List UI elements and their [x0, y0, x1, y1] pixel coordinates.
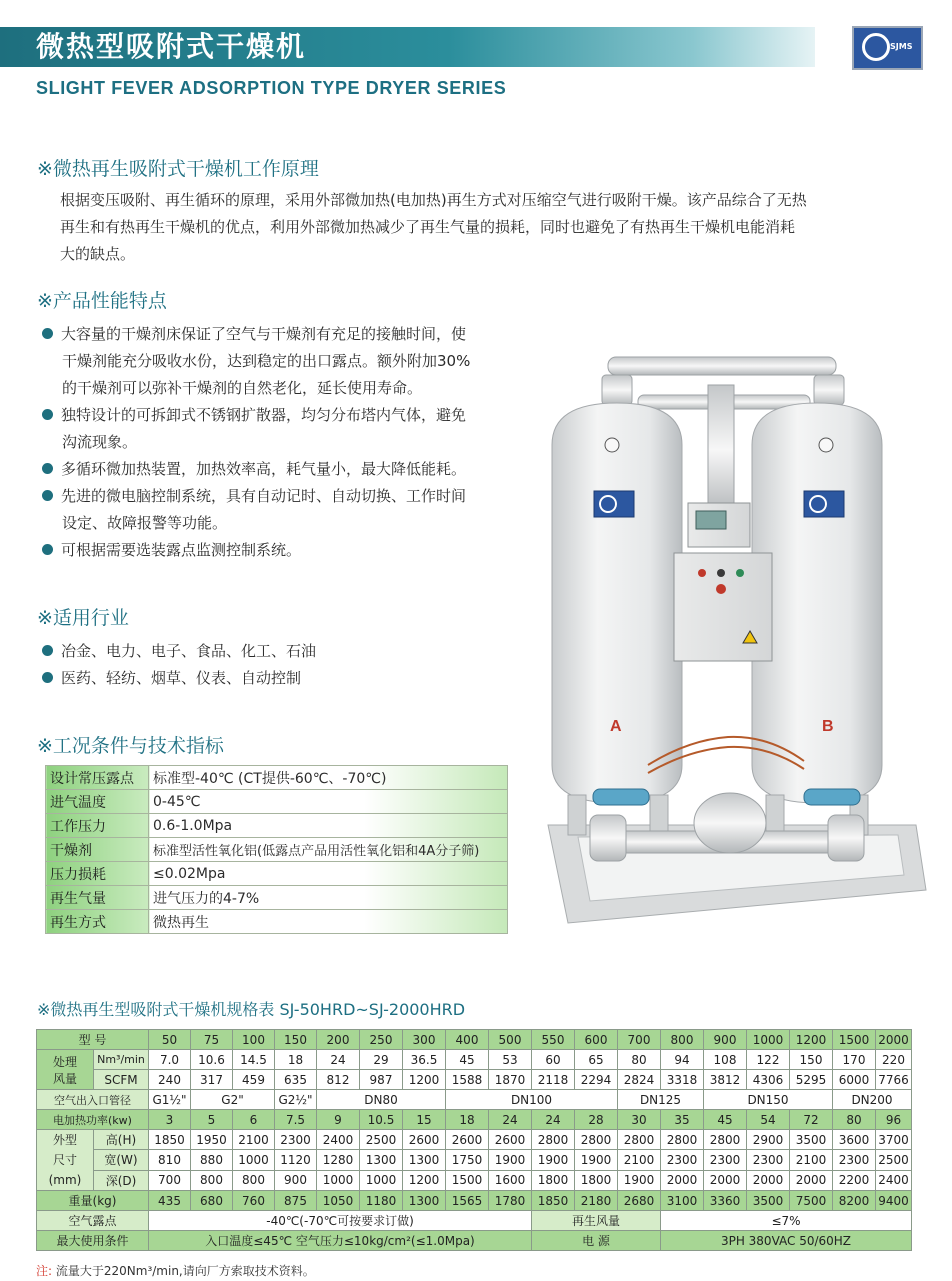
spec-cell: 2800 — [575, 1130, 618, 1150]
principle-heading: ※微热再生吸附式干燥机工作原理 — [37, 158, 319, 180]
spec-cell: 75 — [191, 1030, 233, 1050]
spec-cell: 54 — [747, 1110, 790, 1130]
cond-value: 0-45℃ — [149, 790, 508, 814]
cond-value: 标准型-40℃ (CT提供-60℃、-70℃) — [149, 766, 508, 790]
bullet-icon — [42, 328, 53, 339]
spec-cell: 700 — [618, 1030, 661, 1050]
spec-cell: 24 — [532, 1110, 575, 1130]
spec-cell: 1280 — [317, 1150, 360, 1170]
spec-cell: 2300 — [833, 1150, 876, 1170]
table-row — [46, 838, 508, 862]
spec-cell: 1000 — [317, 1170, 360, 1190]
spec-cell: 1300 — [403, 1150, 446, 1170]
spec-weight-row — [37, 1191, 912, 1211]
spec-cell: 1900 — [618, 1170, 661, 1190]
size-label-1: 外型 — [52, 1133, 77, 1147]
spec-cell: 800 — [233, 1170, 275, 1190]
principle-text — [60, 187, 930, 268]
principle-line: 再生和有热再生干燥机的优点，利用外部微加热减少了再生气量的损耗，同时也避免了有热再生干燥机电能消耗 — [60, 218, 796, 236]
spec-cell: 900 — [704, 1030, 747, 1050]
spec-d-row — [37, 1170, 912, 1190]
spec-cell: 30 — [618, 1110, 661, 1130]
spec-cell: 250 — [360, 1030, 403, 1050]
spec-cell: 1565 — [446, 1191, 489, 1211]
list-item — [42, 483, 542, 537]
spec-cell: 2118 — [532, 1070, 575, 1090]
features-heading: ※产品性能特点 — [37, 290, 167, 312]
flow-label-2: 风量 — [52, 1071, 77, 1086]
pipe-cell: DN80 — [317, 1090, 446, 1110]
model-label: 型 号 — [37, 1030, 149, 1050]
tower-a-label: A — [610, 718, 622, 735]
spec-cell: 50 — [149, 1030, 191, 1050]
spec-cell: 8200 — [833, 1191, 876, 1211]
spec-w-row — [37, 1150, 912, 1170]
spec-cell: 2300 — [747, 1150, 790, 1170]
spec-cell: 220 — [876, 1050, 912, 1070]
spec-cell: 1200 — [790, 1030, 833, 1050]
spec-cell: 700 — [149, 1170, 191, 1190]
spec-cell: 600 — [575, 1030, 618, 1050]
spec-cell: 150 — [275, 1030, 317, 1050]
spec-cell: 170 — [833, 1050, 876, 1070]
spec-cell: 2100 — [618, 1150, 661, 1170]
dew-value: -40℃(-70℃可按要求订做) — [149, 1211, 532, 1231]
spec-cell: 3812 — [704, 1070, 747, 1090]
spec-cell: 1870 — [489, 1070, 532, 1090]
spec-cell: 200 — [317, 1030, 360, 1050]
list-item — [42, 321, 542, 402]
page-title: 微热型吸附式干燥机 — [36, 30, 307, 63]
dryer-product-image — [538, 345, 928, 925]
spec-cell: 1300 — [403, 1191, 446, 1211]
spec-cell: 5 — [191, 1110, 233, 1130]
spec-cell: 6 — [233, 1110, 275, 1130]
spec-cell: 435 — [149, 1191, 191, 1211]
cond-value: 进气压力的4-7% — [149, 886, 508, 910]
pipe-cell: DN100 — [446, 1090, 618, 1110]
spec-cell: 1850 — [149, 1130, 191, 1150]
spec-cell: 3100 — [661, 1191, 704, 1211]
spec-cell: 875 — [275, 1191, 317, 1211]
pipe-cell: DN150 — [704, 1090, 833, 1110]
feature-line: 多循环微加热装置，加热效率高，耗气量小，最大降低能耗。 — [61, 460, 467, 478]
industry-line: 医药、轻纺、烟草、仪表、自动控制 — [61, 669, 302, 687]
pipe-cell: DN200 — [833, 1090, 912, 1110]
spec-cell: 1900 — [489, 1150, 532, 1170]
spec-max-row — [37, 1231, 912, 1251]
cond-value: ≤0.02Mpa — [149, 862, 508, 886]
spec-cell: 1950 — [191, 1130, 233, 1150]
spec-cell: 1780 — [489, 1191, 532, 1211]
power-src-label: 电 源 — [532, 1231, 661, 1251]
spec-cell: 810 — [149, 1150, 191, 1170]
spec-cell: 2680 — [618, 1191, 661, 1211]
spec-cell: 15 — [403, 1110, 446, 1130]
spec-cell: 80 — [618, 1050, 661, 1070]
feature-line: 沟流现象。 — [62, 433, 138, 451]
spec-cell: 94 — [661, 1050, 704, 1070]
spec-cell: 760 — [233, 1191, 275, 1211]
spec-cell: 459 — [233, 1070, 275, 1090]
spec-cell: 14.5 — [233, 1050, 275, 1070]
spec-model-row — [37, 1030, 912, 1050]
spec-heading: ※微热再生型吸附式干燥机规格表 SJ-50HRD~SJ-2000HRD — [37, 1000, 466, 1019]
spec-cell: 3360 — [704, 1191, 747, 1211]
spec-flow-scfm-row — [37, 1070, 912, 1090]
spec-cell: 2300 — [275, 1130, 317, 1150]
pipe-cell: DN125 — [618, 1090, 704, 1110]
spec-cell: 80 — [833, 1110, 876, 1130]
spec-cell: 2800 — [618, 1130, 661, 1150]
spec-cell: 1000 — [747, 1030, 790, 1050]
spec-cell: 2400 — [876, 1170, 912, 1190]
spec-cell: 150 — [790, 1050, 833, 1070]
spec-cell: 2800 — [661, 1130, 704, 1150]
bullet-icon — [42, 544, 53, 555]
spec-cell: 65 — [575, 1050, 618, 1070]
spec-cell: 1850 — [532, 1191, 575, 1211]
spec-cell: 2000 — [790, 1170, 833, 1190]
spec-h-row — [37, 1130, 912, 1150]
d-label: 深(D) — [94, 1170, 149, 1190]
list-item — [42, 665, 522, 692]
list-item — [42, 537, 542, 564]
list-item — [42, 638, 522, 665]
feature-line: 先进的微电脑控制系统，具有自动记时、自动切换、工作时间 — [61, 487, 467, 505]
feature-line: 的干燥剂可以弥补干燥剂的自然老化，延长使用寿命。 — [62, 379, 423, 397]
principle-line: 大的缺点。 — [60, 245, 136, 263]
spec-cell: 1000 — [233, 1150, 275, 1170]
spec-cell: 35 — [661, 1110, 704, 1130]
spec-cell: 1180 — [360, 1191, 403, 1211]
features-list — [42, 321, 542, 564]
spec-cell: 800 — [661, 1030, 704, 1050]
cond-key: 再生气量 — [46, 886, 149, 910]
spec-cell: 1800 — [532, 1170, 575, 1190]
spec-cell: 812 — [317, 1070, 360, 1090]
table-row — [46, 886, 508, 910]
industries-list — [42, 638, 522, 692]
spec-cell: 800 — [191, 1170, 233, 1190]
spec-cell: 3500 — [747, 1191, 790, 1211]
spec-cell: 1200 — [403, 1070, 446, 1090]
spec-cell: 900 — [275, 1170, 317, 1190]
spec-cell: 2824 — [618, 1070, 661, 1090]
feature-line: 可根据需要选装露点监测控制系统。 — [61, 541, 302, 559]
bullet-icon — [42, 409, 53, 420]
spec-cell: 29 — [360, 1050, 403, 1070]
spec-cell: 2100 — [233, 1130, 275, 1150]
spec-cell: 24 — [317, 1050, 360, 1070]
spec-cell: 6000 — [833, 1070, 876, 1090]
regen-value: ≤7% — [661, 1211, 912, 1231]
spec-cell: 550 — [532, 1030, 575, 1050]
spec-cell: 1500 — [833, 1030, 876, 1050]
spec-cell: 72 — [790, 1110, 833, 1130]
cond-key: 压力损耗 — [46, 862, 149, 886]
table-row — [46, 910, 508, 934]
spec-cell: 9 — [317, 1110, 360, 1130]
spec-cell: 880 — [191, 1150, 233, 1170]
spec-cell: 1900 — [575, 1150, 618, 1170]
spec-cell: 3500 — [790, 1130, 833, 1150]
spec-cell: 53 — [489, 1050, 532, 1070]
spec-cell: 400 — [446, 1030, 489, 1050]
max-value: 入口温度≤45℃ 空气压力≤10kg/cm²(≤1.0Mpa) — [149, 1231, 532, 1251]
spec-cell: 45 — [446, 1050, 489, 1070]
footnote — [36, 1262, 315, 1279]
cond-key: 进气温度 — [46, 790, 149, 814]
size-label-2: 尺寸 — [52, 1153, 77, 1167]
feature-line: 独特设计的可拆卸式不锈钢扩散器，均匀分布塔内气体，避免 — [61, 406, 467, 424]
list-item — [42, 402, 542, 456]
spec-cell: 7.0 — [149, 1050, 191, 1070]
tank-a — [552, 403, 682, 803]
conditions-table — [45, 765, 508, 934]
spec-cell: 45 — [704, 1110, 747, 1130]
cond-key: 再生方式 — [46, 910, 149, 934]
spec-cell: 7766 — [876, 1070, 912, 1090]
table-row — [46, 862, 508, 886]
spec-cell: 3318 — [661, 1070, 704, 1090]
spec-cell: 100 — [233, 1030, 275, 1050]
spec-pipe-row — [37, 1090, 912, 1110]
cond-value: 标准型活性氧化铝(低露点产品用活性氧化铝和4A分子筛) — [149, 838, 508, 862]
w-label: 宽(W) — [94, 1150, 149, 1170]
spec-cell: 317 — [191, 1070, 233, 1090]
cond-key: 设计常压露点 — [46, 766, 149, 790]
flow-label-1: 处理 — [52, 1054, 77, 1069]
spec-cell: 9400 — [876, 1191, 912, 1211]
spec-cell: 7500 — [790, 1191, 833, 1211]
spec-cell: 2100 — [790, 1150, 833, 1170]
spec-cell: 3600 — [833, 1130, 876, 1150]
spec-cell: 2000 — [876, 1030, 912, 1050]
spec-table — [36, 1029, 912, 1251]
spec-cell: 2500 — [876, 1150, 912, 1170]
industry-line: 冶金、电力、电子、食品、化工、石油 — [61, 642, 317, 660]
list-item — [42, 456, 542, 483]
power-label: 电加热功率(kw) — [37, 1110, 149, 1130]
size-label — [37, 1130, 94, 1191]
h-label: 高(H) — [94, 1130, 149, 1150]
industries-heading: ※适用行业 — [37, 607, 129, 629]
max-label: 最大使用条件 — [37, 1231, 149, 1251]
spec-cell: 60 — [532, 1050, 575, 1070]
weight-label: 重量(kg) — [37, 1191, 149, 1211]
spec-flow-nm-row — [37, 1050, 912, 1070]
spec-cell: 1800 — [575, 1170, 618, 1190]
spec-cell: 4306 — [747, 1070, 790, 1090]
spec-cell: 1600 — [489, 1170, 532, 1190]
tower-b-label: B — [822, 718, 834, 735]
spec-cell: 1900 — [532, 1150, 575, 1170]
spec-cell: 2300 — [704, 1150, 747, 1170]
power-src-value: 3PH 380VAC 50/60HZ — [661, 1231, 912, 1251]
dew-label: 空气露点 — [37, 1211, 149, 1231]
spec-cell: 122 — [747, 1050, 790, 1070]
footnote-text: 流量大于220Nm³/min,请向厂方索取技术资料。 — [55, 1264, 315, 1278]
spec-cell: 36.5 — [403, 1050, 446, 1070]
spec-cell: 500 — [489, 1030, 532, 1050]
table-row — [46, 790, 508, 814]
spec-cell: 1000 — [360, 1170, 403, 1190]
spec-cell: 2294 — [575, 1070, 618, 1090]
spec-cell: 7.5 — [275, 1110, 317, 1130]
spec-cell: 3700 — [876, 1130, 912, 1150]
spec-cell: 24 — [489, 1110, 532, 1130]
spec-cell: 2180 — [575, 1191, 618, 1211]
spec-cell: 1588 — [446, 1070, 489, 1090]
table-row — [46, 814, 508, 838]
bullet-icon — [42, 645, 53, 656]
flow-unit-nm: Nm³/min — [94, 1050, 149, 1070]
spec-cell: 240 — [149, 1070, 191, 1090]
spec-cell: 1750 — [446, 1150, 489, 1170]
spec-cell: 3 — [149, 1110, 191, 1130]
pipe-cell: G1½" — [149, 1090, 191, 1110]
bullet-icon — [42, 463, 53, 474]
spec-cell: 1200 — [403, 1170, 446, 1190]
spec-cell: 1500 — [446, 1170, 489, 1190]
spec-cell: 2400 — [317, 1130, 360, 1150]
feature-line: 大容量的干燥剂床保证了空气与干燥剂有充足的接触时间，使 — [61, 325, 467, 343]
regen-label: 再生风量 — [532, 1211, 661, 1231]
size-label-3: (mm) — [48, 1173, 82, 1187]
spec-cell: 2600 — [489, 1130, 532, 1150]
spec-cell: 1300 — [360, 1150, 403, 1170]
spec-dew-row — [37, 1211, 912, 1231]
cond-key: 工作压力 — [46, 814, 149, 838]
conditions-heading: ※工况条件与技术指标 — [37, 735, 224, 757]
footnote-marker: 注: — [36, 1264, 53, 1278]
spec-cell: 2600 — [446, 1130, 489, 1150]
pipe-cell: G2½" — [275, 1090, 317, 1110]
pipe-cell: G2" — [191, 1090, 275, 1110]
spec-cell: 10.5 — [360, 1110, 403, 1130]
table-row — [46, 766, 508, 790]
spec-cell: 18 — [275, 1050, 317, 1070]
spec-cell: 1120 — [275, 1150, 317, 1170]
spec-cell: 10.6 — [191, 1050, 233, 1070]
spec-cell: 2600 — [403, 1130, 446, 1150]
spec-cell: 300 — [403, 1030, 446, 1050]
bullet-icon — [42, 490, 53, 501]
spec-cell: 5295 — [790, 1070, 833, 1090]
spec-cell: 2800 — [532, 1130, 575, 1150]
spec-power-row — [37, 1110, 912, 1130]
spec-cell: 2000 — [661, 1170, 704, 1190]
cond-value: 微热再生 — [149, 910, 508, 934]
logo-text: SJMS — [890, 42, 913, 51]
spec-cell: 18 — [446, 1110, 489, 1130]
spec-cell: 1050 — [317, 1191, 360, 1211]
feature-line: 设定、故障报警等功能。 — [62, 514, 228, 532]
pipe-label: 空气出入口管径 — [37, 1090, 149, 1110]
spec-cell: 2900 — [747, 1130, 790, 1150]
spec-cell: 2200 — [833, 1170, 876, 1190]
feature-line: 干燥剂能充分吸收水份，达到稳定的出口露点。额外附加30% — [62, 352, 471, 370]
spec-cell: 680 — [191, 1191, 233, 1211]
flow-label — [37, 1050, 94, 1090]
cond-key: 干燥剂 — [46, 838, 149, 862]
logo-ring-icon — [862, 33, 890, 61]
spec-cell: 28 — [575, 1110, 618, 1130]
spec-cell: 635 — [275, 1070, 317, 1090]
bullet-icon — [42, 672, 53, 683]
principle-line: 根据变压吸附、再生循环的原理，采用外部微加热(电加热)再生方式对压缩空气进行吸附干燥。该产品综合了无热 — [60, 191, 807, 209]
page-subtitle: SLIGHT FEVER ADSORPTION TYPE DRYER SERIES — [36, 78, 507, 98]
spec-cell: 96 — [876, 1110, 912, 1130]
spec-cell: 987 — [360, 1070, 403, 1090]
flow-unit-scfm: SCFM — [94, 1070, 149, 1090]
company-logo — [852, 26, 923, 70]
spec-cell: 2000 — [704, 1170, 747, 1190]
spec-cell: 2800 — [704, 1130, 747, 1150]
spec-cell: 2500 — [360, 1130, 403, 1150]
spec-cell: 108 — [704, 1050, 747, 1070]
cond-value: 0.6-1.0Mpa — [149, 814, 508, 838]
spec-cell: 2300 — [661, 1150, 704, 1170]
spec-cell: 2000 — [747, 1170, 790, 1190]
